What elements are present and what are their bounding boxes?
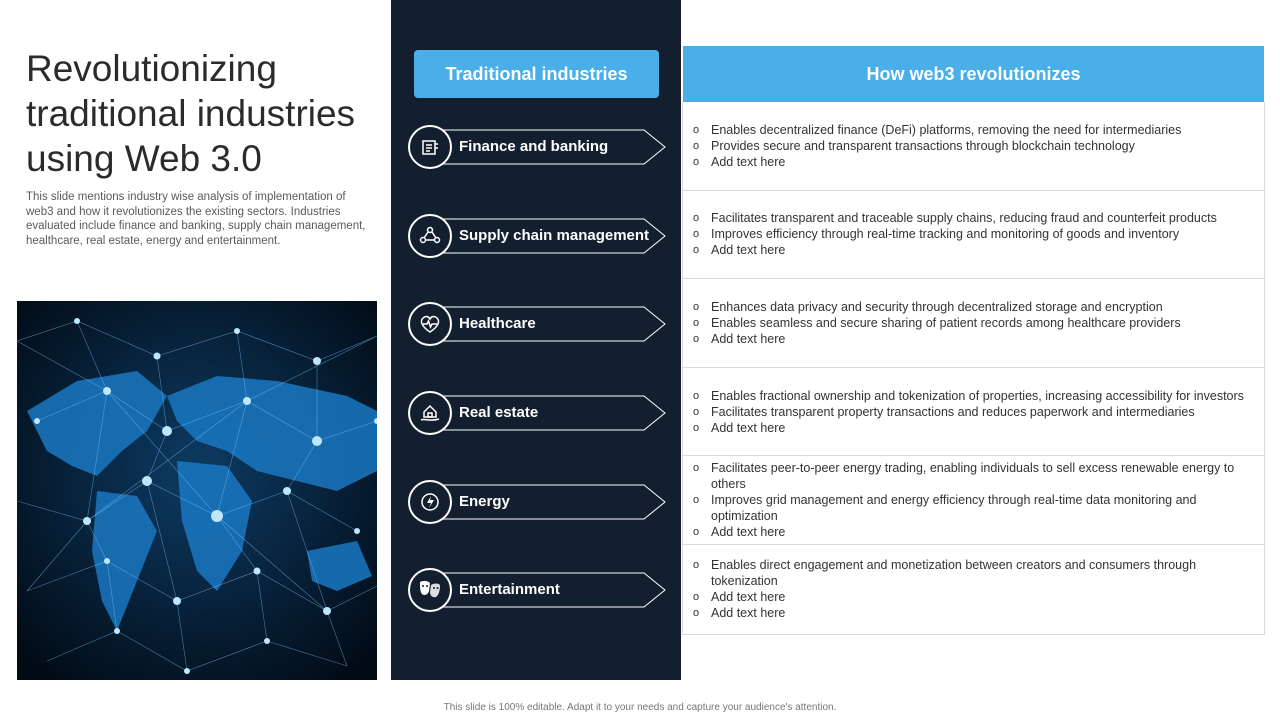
table-row <box>683 191 1264 280</box>
industry-label: Real estate <box>459 404 539 421</box>
industry-energy <box>408 480 668 524</box>
list-item: o Enables decentralized finance (DeFi) platforms, removing the need for intermediaries <box>693 122 1182 137</box>
page-description: This slide mentions industry wise analysis of implementation of web3 and how it revolutionizes the existing sectors. Industries evaluated include finance and banking, supply chain management, healthcare, real estate, energy and entertainment. <box>26 191 366 247</box>
list-item: o Add text here <box>693 331 786 346</box>
circle-bullet-icon: o <box>693 494 700 507</box>
supply-chain-icon <box>408 214 452 258</box>
table-row <box>683 368 1264 457</box>
industry-label: Healthcare <box>459 315 536 332</box>
page-title: Revolutionizing traditional industries using Web 3.0 <box>26 48 356 179</box>
circle-bullet-icon: o <box>693 228 700 241</box>
industry-label: Supply chain management <box>459 227 650 244</box>
energy-icon <box>408 480 452 524</box>
circle-bullet-icon: o <box>693 462 700 475</box>
list-item: o Add text here <box>693 606 786 621</box>
list-item: o Enables fractional ownership and tokenization of properties, increasing accessibility for investors <box>693 388 1244 403</box>
table-row <box>683 456 1264 545</box>
circle-bullet-icon: o <box>693 139 700 152</box>
circle-bullet-icon: o <box>693 316 700 329</box>
industry-supply-chain <box>408 214 668 258</box>
industry-real-estate <box>408 391 668 435</box>
circle-bullet-icon: o <box>693 332 700 345</box>
web3-header: How web3 revolutionizes <box>683 46 1264 102</box>
list-item: o Add text here <box>693 243 786 258</box>
traditional-industries-header: Traditional industries <box>414 50 659 98</box>
list-item: o Improves efficiency through real-time tracking and monitoring of goods and inventory <box>693 227 1180 242</box>
healthcare-icon <box>408 302 452 346</box>
footer-note: This slide is 100% editable. Adapt it to your needs and capture your audience's attention. <box>443 702 837 713</box>
list-item: o Enables direct engagement and monetization between creators and consumers through tokenization <box>693 558 1197 589</box>
circle-bullet-icon: o <box>693 405 700 418</box>
circle-bullet-icon: o <box>693 123 700 136</box>
list-item: o Add text here <box>693 525 786 540</box>
list-item: o Add text here <box>693 590 786 605</box>
list-item: o Add text here <box>693 154 786 169</box>
table-row <box>683 279 1264 368</box>
entertainment-icon <box>408 568 452 612</box>
real-estate-icon <box>408 391 452 435</box>
circle-bullet-icon: o <box>693 212 700 225</box>
list-item: o Facilitates transparent and traceable supply chains, reducing fraud and counterfeit products <box>693 211 1217 226</box>
circle-bullet-icon: o <box>693 559 700 572</box>
list-item: o Enables seamless and secure sharing of patient records among healthcare providers <box>693 315 1181 330</box>
web3-table-body <box>682 102 1265 635</box>
industry-label: Energy <box>459 493 510 510</box>
list-item: o Add text here <box>693 420 786 435</box>
list-item: o Provides secure and transparent transactions through blockchain technology <box>693 138 1135 153</box>
world-network-image <box>17 301 377 680</box>
circle-bullet-icon: o <box>693 155 700 168</box>
table-row <box>683 102 1264 191</box>
circle-bullet-icon: o <box>693 607 700 620</box>
list-item: o Improves grid management and energy efficiency through real-time data monitoring and optimization <box>693 493 1197 524</box>
industry-entertainment <box>408 568 668 612</box>
circle-bullet-icon: o <box>693 591 700 604</box>
industry-healthcare <box>408 302 668 346</box>
list-item: o Enhances data privacy and security through decentralized storage and encryption <box>693 299 1163 314</box>
industry-finance <box>408 125 668 169</box>
industry-label: Finance and banking <box>459 138 609 155</box>
circle-bullet-icon: o <box>693 389 700 402</box>
table-row <box>683 545 1264 634</box>
list-item: o Facilitates peer-to-peer energy trading, enabling individuals to sell excess renewable energy to others <box>693 461 1235 492</box>
finance-icon <box>408 125 452 169</box>
circle-bullet-icon: o <box>693 526 700 539</box>
circle-bullet-icon: o <box>693 300 700 313</box>
list-item: o Facilitates transparent property transactions and reduces paperwork and intermediaries <box>693 404 1195 419</box>
circle-bullet-icon: o <box>693 244 700 257</box>
circle-bullet-icon: o <box>693 421 700 434</box>
industry-label: Entertainment <box>459 581 560 598</box>
